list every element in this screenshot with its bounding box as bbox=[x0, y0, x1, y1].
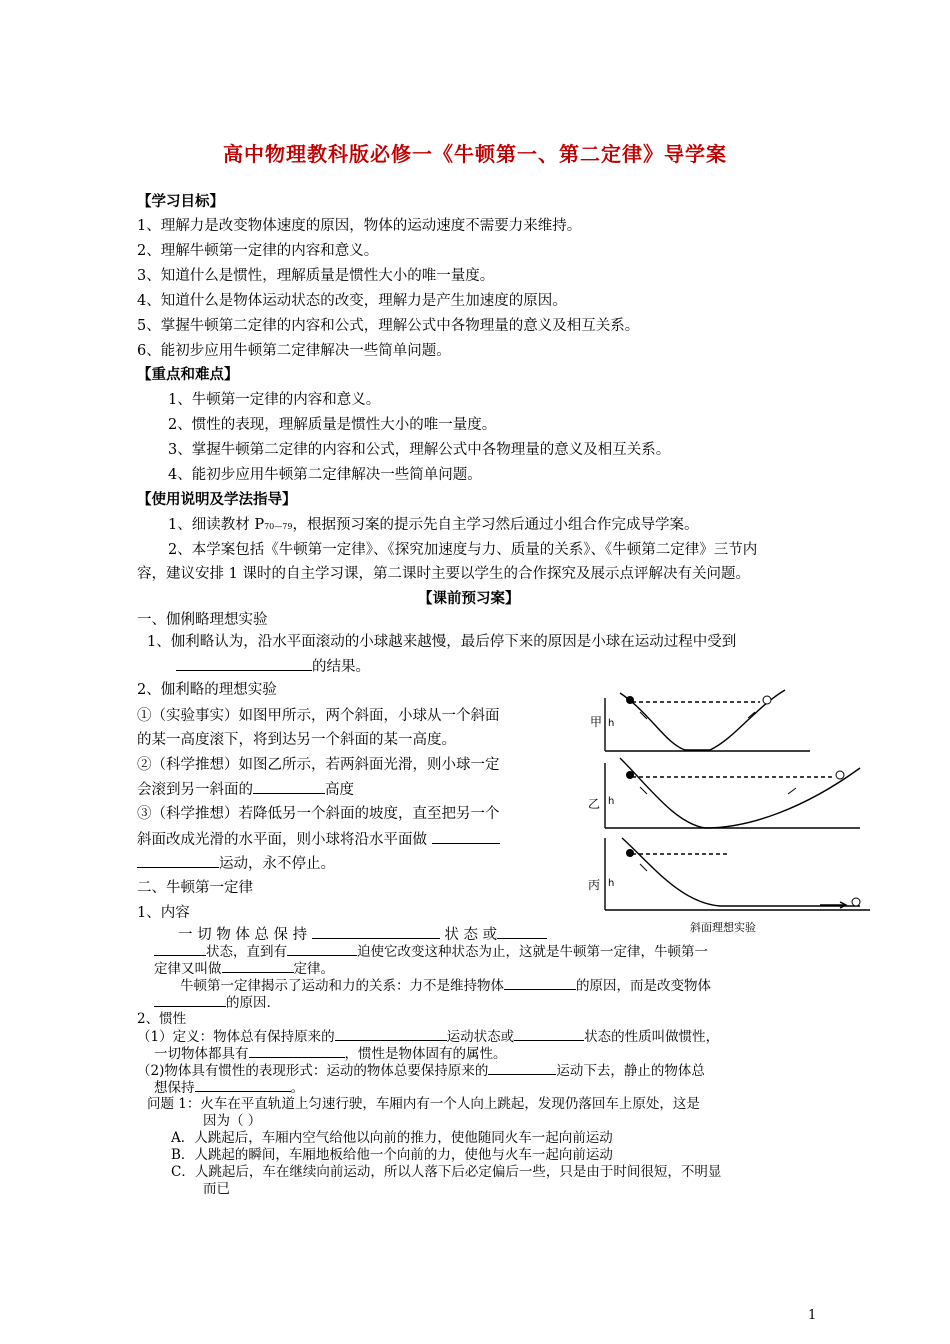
fill-blank[interactable] bbox=[497, 924, 547, 939]
text-line: 1、伽利略认为，沿水平面滚动的小球越来越慢，最后停下来的原因是小球在运动过程中受到 bbox=[147, 634, 737, 650]
text-fragment: 一切物体都具有 bbox=[154, 1046, 249, 1062]
text-fragment: 高度 bbox=[325, 782, 354, 798]
fill-blank[interactable] bbox=[154, 941, 206, 956]
text-fragment: 一 切 物 体 总 保 持 bbox=[178, 927, 308, 943]
objective-item: 6、能初步应用牛顿第二定律解决一些简单问题。 bbox=[137, 343, 451, 359]
ball-start-yi bbox=[626, 771, 634, 779]
text-fragment: 斜面改成光滑的水平面，则小球将沿水平面做 bbox=[137, 832, 427, 848]
figure-caption: 斜面理想实验 bbox=[690, 921, 756, 934]
text-line: ①（实验事实）如图甲所示，两个斜面，小球从一个斜面 bbox=[137, 708, 500, 724]
fill-blank[interactable] bbox=[432, 829, 500, 844]
text-fragment: 状 态 或 bbox=[444, 927, 498, 943]
page-range: 70—79 bbox=[264, 522, 293, 531]
height-label-bing: h bbox=[608, 878, 615, 889]
text-line bbox=[137, 829, 500, 850]
ball-start-bing bbox=[626, 849, 634, 857]
text-fragment: 运动下去，静止的物体总 bbox=[556, 1063, 705, 1079]
answer-option-c-continued: 而已 bbox=[203, 1181, 230, 1197]
text-line bbox=[176, 656, 370, 677]
motion-arrow bbox=[640, 864, 647, 871]
fill-blank[interactable] bbox=[222, 958, 294, 973]
objective-item: 4、知道什么是物体运动状态的改变，理解力是产生加速度的原因。 bbox=[137, 293, 567, 309]
fill-blank[interactable] bbox=[137, 853, 219, 868]
text-fragment: 运动状态或 bbox=[446, 1029, 515, 1045]
ball-end-bing bbox=[852, 898, 860, 906]
document-title: 高中物理教科版必修一《牛顿第一、第二定律》导学案 bbox=[223, 142, 727, 166]
text-fragment: 牛顿第一定律揭示了运动和力的关系：力不是维持物体 bbox=[180, 978, 504, 994]
ball-start-jia bbox=[626, 696, 634, 704]
fill-blank[interactable] bbox=[287, 941, 357, 956]
fill-blank[interactable] bbox=[335, 1026, 447, 1041]
usage-line: 容，建议安排 1 课时的自主学习课，第二课时主要以学生的合作探究及展示点评解决有关问题。 bbox=[137, 566, 750, 582]
fill-blank[interactable] bbox=[253, 779, 325, 794]
text-fragment: ，惯性是物体固有的属性。 bbox=[344, 1046, 507, 1062]
answer-option-a[interactable]: A．人跳起后，车厢内空气给他以向前的推力，使他随同火车一起向前运动 bbox=[171, 1130, 613, 1146]
panel-label-bing: 丙 bbox=[588, 878, 601, 892]
question-stem: 因为（ ） bbox=[203, 1113, 262, 1129]
usage-heading: 【使用说明及学法指导】 bbox=[137, 491, 297, 508]
keypoint-item: 4、能初步应用牛顿第二定律解决一些简单问题。 bbox=[168, 467, 482, 483]
panel-label-yi: 乙 bbox=[588, 797, 601, 811]
ball-end-jia bbox=[763, 696, 771, 704]
fill-blank[interactable] bbox=[154, 992, 226, 1007]
fill-blank[interactable] bbox=[312, 924, 440, 939]
panel-label-jia: 甲 bbox=[590, 715, 603, 729]
height-label-jia: h bbox=[608, 718, 615, 729]
ball-end-yi bbox=[836, 771, 844, 779]
usage-line1-start: 1、细读教材 P bbox=[168, 517, 265, 533]
keypoints-heading: 【重点和难点】 bbox=[137, 366, 239, 383]
fill-blank[interactable] bbox=[176, 656, 312, 671]
objective-item: 3、知道什么是惯性，理解质量是惯性大小的唯一量度。 bbox=[137, 268, 495, 284]
height-label-yi: h bbox=[608, 796, 615, 807]
text-line: 的某一高度滚下，将到达另一个斜面的某一高度。 bbox=[137, 732, 456, 748]
fill-blank[interactable] bbox=[514, 1026, 584, 1041]
section-title: 1、内容 bbox=[137, 905, 190, 921]
text-line: ③（科学推想）若降低另一个斜面的坡度，直至把另一个 bbox=[137, 806, 500, 822]
text-fragment: 状态，直到有 bbox=[206, 944, 287, 960]
question-stem: 问题 1：火车在平直轨道上匀速行驶，车厢内有一个人向上跳起，发现仍落回车上原处，这是 bbox=[147, 1096, 700, 1112]
section-title: 一、伽俐略理想实验 bbox=[137, 612, 268, 628]
keypoint-item: 1、牛顿第一定律的内容和意义。 bbox=[168, 392, 381, 408]
panel-jia-track bbox=[620, 690, 785, 750]
text-fragment: 的原因，而是改变物体 bbox=[576, 978, 711, 994]
text-fragment: 定律。 bbox=[293, 961, 334, 977]
keypoint-item: 2、惯性的表现，理解质量是惯性大小的唯一量度。 bbox=[168, 417, 497, 433]
text-fragment: （1）定义：物体总有保持原来的 bbox=[137, 1029, 335, 1045]
text-fragment: 运动，永不停止。 bbox=[219, 856, 335, 872]
motion-arrow bbox=[788, 788, 796, 794]
objective-item: 2、理解牛顿第一定律的内容和意义。 bbox=[137, 243, 379, 259]
fill-blank[interactable] bbox=[504, 975, 576, 990]
fill-blank[interactable] bbox=[195, 1077, 291, 1092]
usage-line1-end: ，根据预习案的提示先自主学习然后通过小组合作完成导学案。 bbox=[292, 517, 699, 533]
text-fragment: 的原因. bbox=[226, 995, 271, 1011]
usage-line: 2、本学案包括《牛顿第一定律》、《探究加速度与力、质量的关系》、《牛顿第二定律》三节内 bbox=[168, 542, 758, 558]
objective-item: 5、掌握牛顿第二定律的内容和公式，理解公式中各物理量的意义及相互关系。 bbox=[137, 318, 640, 334]
keypoint-item: 3、掌握牛顿第二定律的内容和公式，理解公式中各物理量的意义及相互关系。 bbox=[168, 442, 671, 458]
objective-item: 1、理解力是改变物体速度的原因，物体的运动速度不需要力来维持。 bbox=[137, 218, 582, 234]
text-fragment: 定律又叫做 bbox=[154, 961, 222, 977]
fill-blank[interactable] bbox=[249, 1043, 345, 1058]
motion-arrow bbox=[640, 787, 647, 794]
panel-bing-track bbox=[622, 838, 860, 906]
answer-option-b[interactable]: B．人跳起的瞬间，车厢地板给他一个向前的力，使他与火车一起向前运动 bbox=[171, 1147, 613, 1163]
incline-experiment-figure bbox=[580, 688, 880, 928]
text-fragment: 状态的性质叫做惯性， bbox=[584, 1029, 720, 1045]
text-line bbox=[137, 853, 335, 874]
text-line bbox=[137, 779, 354, 800]
preview-heading: 【课前预习案】 bbox=[418, 590, 520, 607]
section-title: 2、惯性 bbox=[137, 1011, 187, 1027]
fill-blank[interactable] bbox=[488, 1060, 556, 1075]
text-fragment: 想保持 bbox=[154, 1080, 195, 1096]
usage-line bbox=[168, 515, 698, 537]
panel-yi-track bbox=[620, 758, 860, 828]
text-fragment: （2)物体具有惯性的表现形式：运动的物体总要保持原来的 bbox=[137, 1063, 489, 1079]
text-line: ②（科学推想）如图乙所示，若两斜面光滑，则小球一定 bbox=[137, 757, 500, 773]
objectives-heading: 【学习目标】 bbox=[137, 193, 224, 210]
text-fragment: 。 bbox=[290, 1080, 304, 1096]
section-title: 2、伽利略的理想实验 bbox=[137, 682, 277, 698]
text-fragment: 会滚到另一斜面的 bbox=[137, 782, 253, 798]
section-title: 二、牛顿第一定律 bbox=[137, 880, 253, 896]
answer-option-c[interactable]: C．人跳起后，车在继续向前运动，所以人落下后必定偏后一些，只是由于时间很短，不明显 bbox=[171, 1164, 722, 1180]
page-number: 1 bbox=[808, 1308, 817, 1323]
text-fragment: 迫使它改变这种状态为止，这就是牛顿第一定律，牛顿第一 bbox=[357, 944, 708, 960]
text-fragment: 的结果。 bbox=[312, 659, 370, 675]
